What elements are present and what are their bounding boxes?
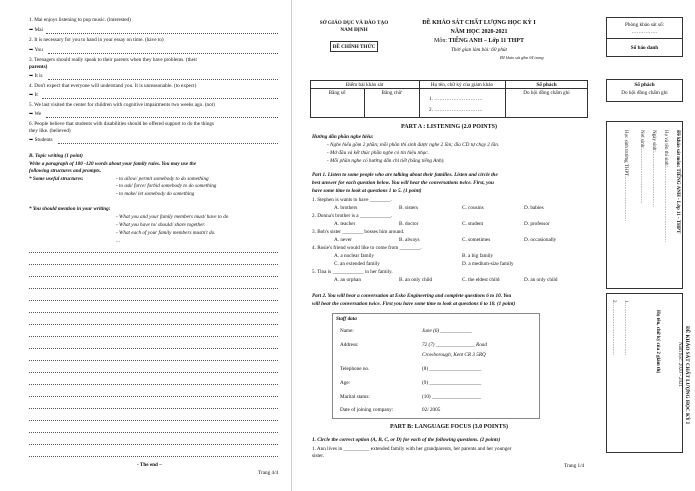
useful-structures-label: * Some useful structures:	[29, 176, 84, 182]
staff-value[interactable]: June (6) ____________	[422, 328, 472, 334]
q1-start: ➥ Mai	[29, 27, 43, 33]
question-stem: 2. Donna's brother is a ____________.	[312, 213, 393, 219]
q2-start: ➥ You	[29, 47, 43, 53]
guide-item: - Nghe hiểu gồm 2 phần; mỗi phần thí sinh được nghe 2 lần; đĩa CD tự chạy 2 lần.	[327, 142, 500, 148]
vertical-school[interactable]: Học sinh trường THPT………………………	[623, 130, 628, 222]
examiner-1[interactable]: 1. ……………………….	[429, 96, 483, 102]
section-b-instruction: following structures and prompts.	[29, 168, 102, 174]
option-b[interactable]: B. always	[399, 237, 420, 243]
option-c[interactable]: C. the eldest child	[462, 277, 500, 283]
part1-instruction: Part 1. Listen to some people who are talking about their families. Listen and circle the	[312, 172, 498, 178]
q5-start: ➥ We	[29, 111, 42, 117]
mention-item: - What each of your family members mustn't do.	[116, 230, 216, 236]
part1-instruction: have some time to look at questions 1 to 5. (1 point)	[312, 188, 422, 194]
staff-label: Name:	[340, 328, 354, 334]
option-a[interactable]: A. an orphan	[334, 277, 361, 283]
question-stem: 1. Stephen is wants to have ________.	[312, 197, 392, 203]
staff-data-title: Staff data	[336, 316, 357, 322]
mention-item: - What you and your family members must/ have to do	[116, 214, 229, 220]
guide-item: - Mỗi phần nghe có hướng dẫn chỉ tiết (bằng tiếng Anh).	[327, 158, 445, 164]
question-stem: 3. Bob's sister ________ bosses him around.	[312, 229, 405, 235]
province-name: NAM ĐỊNH	[340, 27, 368, 33]
staff-label: Date of joining company:	[340, 407, 394, 413]
structure-item: - to allow/ permit somebody to do something	[116, 176, 209, 182]
phach-title: Số phách	[634, 82, 655, 88]
score-number-label: Bằng số	[328, 90, 346, 96]
question-stem: 4. Rosie's friend would like to come from ________.	[312, 245, 422, 251]
q4-text: 4. Don't expect that everyone will understand you. It is unreasonable. (to expect)	[29, 83, 197, 89]
vertical-subject: Đề khảo sát môn: TIẾNG ANH - Lớp 11 - THPT	[675, 130, 680, 234]
staff-value[interactable]: (9) ____________________	[422, 380, 482, 386]
q5-text: 5. We last visited the center for children with cognitive impairments two weeks ago. (not)	[29, 102, 215, 108]
option-d[interactable]: D. a medium-size family	[462, 261, 514, 267]
vertical-name[interactable]: Họ và tên thí sinh:………………………………………	[663, 130, 668, 242]
supervisor-box	[606, 293, 683, 453]
phach-note: Do hội đồng chấm ghi	[523, 90, 570, 96]
option-d[interactable]: D. professor	[524, 221, 550, 227]
question-stem: 5. Tina is ____________ in her family.	[312, 269, 393, 275]
guide-item: - Mở đầu và kết thúc phần nghe có tín hiệu nhạc.	[327, 150, 429, 156]
option-b[interactable]: B. an only child	[399, 277, 433, 283]
option-b[interactable]: B. sisters	[399, 205, 419, 211]
q1-text: 1. Mai enjoys listening to pop music. (interested)	[29, 17, 131, 23]
vertical-supervisors: Họ tên, chữ ký của 2 giám thị	[655, 310, 660, 373]
section-b-title: B. Topic writing (1 point)	[29, 153, 83, 159]
staff-value: 02/ 2005	[422, 407, 441, 413]
school-year: NĂM HỌC 2020-2021	[450, 29, 508, 35]
score-words-label: Bằng chữ	[381, 90, 402, 96]
q6-text: 6. People believe that students with disabilities should be offered support to do the things	[29, 121, 215, 127]
q3-start: ➥ It is	[29, 73, 43, 79]
vertical-supervisor-2[interactable]: 2. …………………………	[611, 300, 616, 355]
part-a-title: PART A : LISTENING (2.0 POINTS)	[401, 124, 497, 130]
structure-item: - to make/ let somebody do something	[116, 191, 195, 197]
structure-item: - to ask/ force/ forbid somebody to do something	[116, 183, 217, 189]
q6-start: ➥ Students	[29, 137, 53, 143]
mention-label: * You should mention in your writing:	[29, 206, 111, 212]
part-b-title: PART B: LANGUAGE FOCUS (3.0 POINTS)	[390, 424, 508, 430]
staff-label: Marital status:	[340, 394, 370, 400]
option-a[interactable]: A. brothers	[334, 205, 358, 211]
staff-label: Address:	[340, 342, 359, 348]
option-b[interactable]: B. doctor	[399, 221, 419, 227]
page-divider	[291, 0, 292, 491]
q2-text: 2. It is necessary for you to hand in your essay on time. (have to)	[29, 37, 164, 43]
subject-line: Môn: TIẾNG ANH – Lớp 11 THPT	[434, 38, 524, 44]
option-d[interactable]: D. occasionally	[524, 237, 557, 243]
examiner-header: Họ tên, chữ ký của giám khảo	[430, 82, 494, 88]
answer-line[interactable]	[48, 79, 278, 80]
vertical-supervisor-1[interactable]: 1. …………………………	[623, 300, 628, 355]
section-b-instruction: Write a paragraph of 100 -120 words about your family rules. You may use the	[29, 161, 197, 167]
q6-cont: they like. (believed)	[29, 128, 71, 134]
exam-title: ĐỀ KHẢO SÁT CHẤT LƯỢNG HỌC KỲ I	[422, 20, 536, 26]
listening-guide-title: Hướng dẫn phần nghe hiểu:	[312, 134, 374, 140]
part2-instruction: will hear the conversation twice. First you have some time to look at questions 6 to 10. (1 point)	[312, 301, 516, 307]
staff-value[interactable]: 72 (7) _______________ Road	[422, 342, 487, 348]
exam-room-label: Phòng khảo sát số:	[624, 22, 665, 28]
answer-line[interactable]	[46, 117, 278, 118]
score-header: Điểm bài khảo sát	[345, 82, 384, 88]
answer-line[interactable]	[46, 33, 278, 34]
official-badge: ĐỀ CHÍNH THỨC	[330, 41, 378, 52]
vertical-year: Năm học: 2020 - 2021	[677, 342, 682, 387]
staff-label: Telephone no.	[340, 366, 370, 372]
phach-header: Số phách	[536, 82, 557, 88]
vertical-birthplace[interactable]: Nơi sinh:……………………………	[639, 130, 644, 204]
option-c[interactable]: C. sometimes	[462, 237, 491, 243]
phach-note-right: Do hội đồng chấm ghi	[621, 90, 668, 96]
mention-item: ...	[116, 238, 120, 244]
page-number-left: Trang 4/4	[258, 470, 279, 476]
exam-time: Thời gian làm bài: 60 phút	[451, 47, 507, 53]
pages-note: Đề khảo sát gồm 04 trang	[500, 55, 544, 60]
answer-line[interactable]	[48, 53, 278, 54]
staff-value[interactable]: (10) ___________________	[422, 394, 482, 400]
option-c[interactable]: C. an extended family	[334, 261, 380, 267]
part-b-question: 1. Ann lives in __________ extended family with her grandparents, her parents and her younger	[312, 446, 512, 452]
part-b-instruction: 1. Circle the correct option (A, B, C, or D) for each of the following questions. (2 points)	[312, 437, 501, 443]
candidate-info-box	[606, 121, 683, 289]
option-b[interactable]: B. a big family	[462, 253, 494, 259]
staff-label: Age:	[340, 380, 351, 386]
option-d[interactable]: D. babies	[524, 205, 544, 211]
vertical-exam-title: ĐỀ KHẢO SÁT CHẤT LƯỢNG HỌC KỲ I	[684, 326, 690, 425]
vertical-dob[interactable]: Ngày sinh:……………………………	[651, 130, 656, 207]
option-a[interactable]: A. a nuclear family	[334, 253, 375, 259]
option-a[interactable]: A. never	[334, 237, 352, 243]
q3-cont: parents)	[29, 64, 48, 70]
answer-line[interactable]	[58, 143, 278, 144]
q3-text: 3. Teenagers should really speak to their parents when they have problems. (their	[29, 57, 198, 63]
page-number-right: Trang 1/4	[564, 463, 585, 469]
department-name: SỞ GIÁO DỤC VÀ ĐÀO TẠO	[319, 20, 389, 26]
part1-instruction: best answer for each question below. You will hear the conversations twice. First, you	[312, 180, 494, 186]
answer-line[interactable]	[42, 98, 278, 99]
candidate-number-label: Số báo danh	[630, 45, 659, 51]
staff-value[interactable]: (8) ____________________	[422, 366, 482, 372]
examiner-2[interactable]: 2. ……………………….	[429, 107, 483, 113]
the-end: - The end –	[137, 462, 162, 468]
part-b-question: sister.	[312, 453, 324, 459]
option-d[interactable]: D. an only child	[524, 277, 558, 283]
option-c[interactable]: C. student	[462, 221, 484, 227]
q4-start: ➥ It	[29, 92, 38, 98]
part2-instruction: Part 2. You will hear a conversation at Esko Engineering and complete questions 6 to 10. You	[312, 293, 512, 299]
staff-value: Crowborough, Kent CR 3 5RQ	[422, 352, 486, 358]
mention-item: - What you have to/ should/ share together.	[116, 222, 206, 228]
option-c[interactable]: C. cousins	[462, 205, 484, 211]
exam-room-dots[interactable]: ……………	[631, 29, 658, 35]
option-a[interactable]: A. teacher	[334, 221, 356, 227]
